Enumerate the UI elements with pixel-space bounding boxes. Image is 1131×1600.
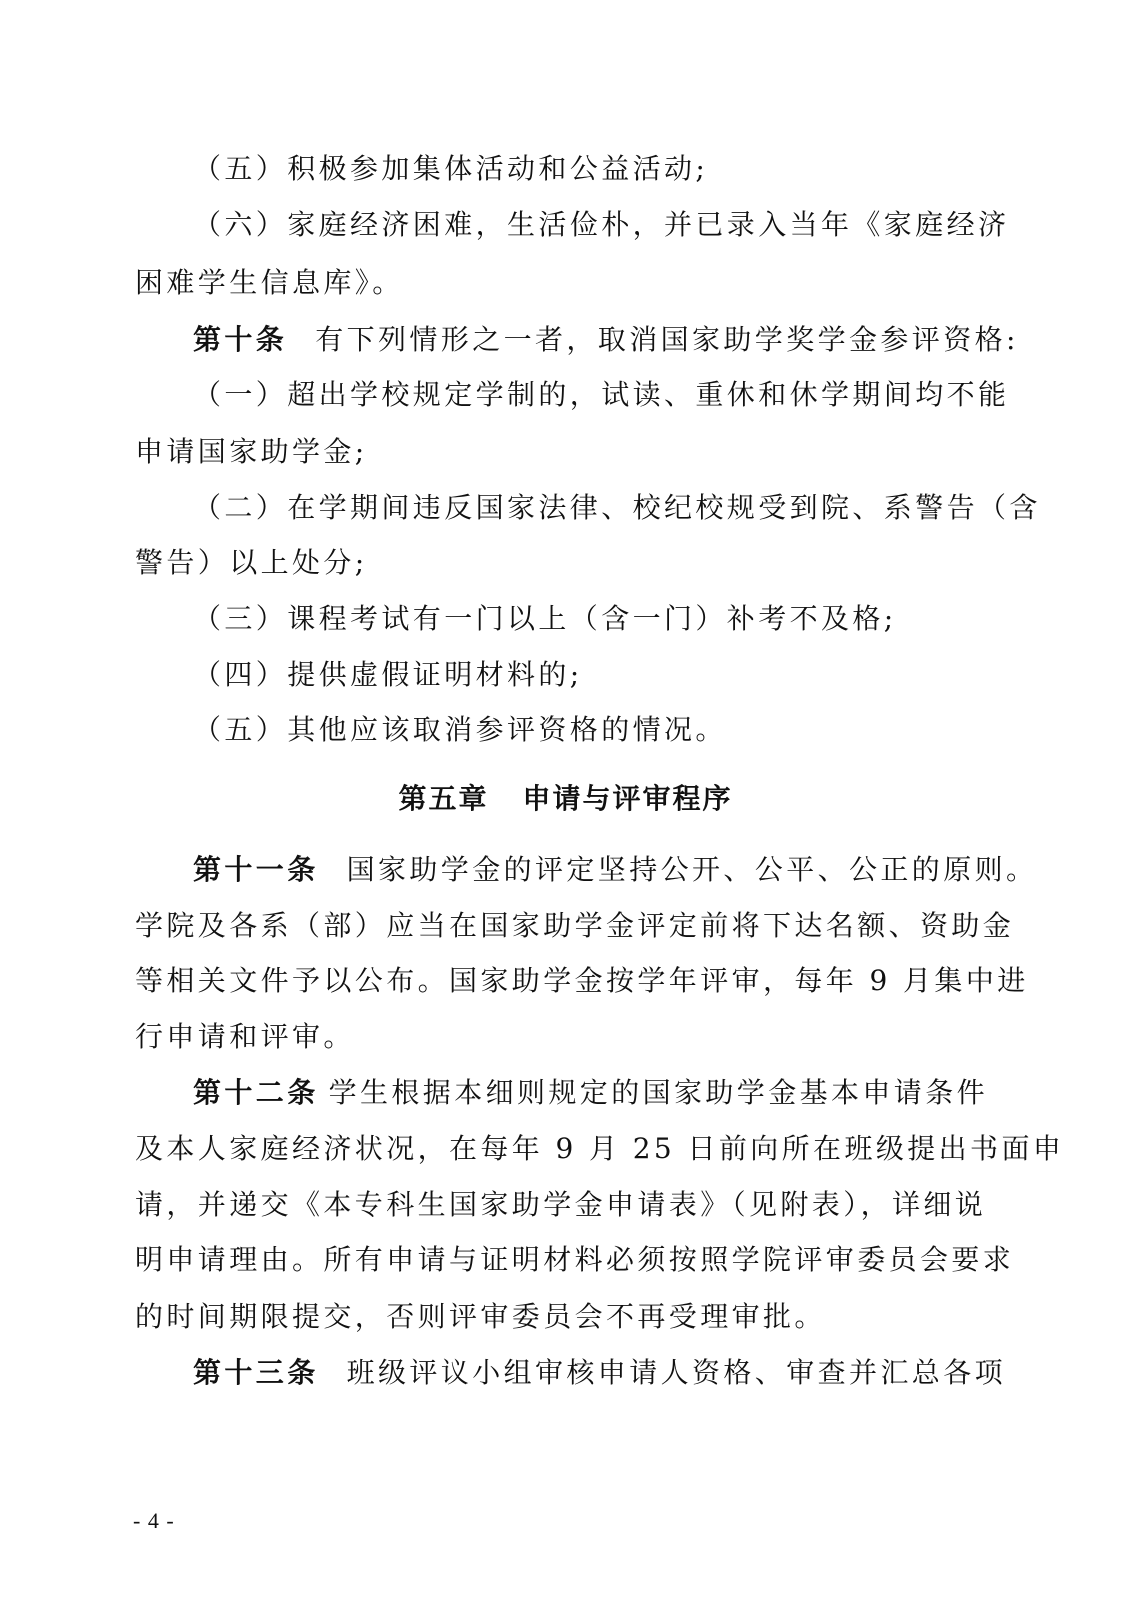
- article-13-line: [193, 1356, 1007, 1390]
- article-12-line: [193, 1076, 995, 1110]
- article-label: 第十二条: [193, 1076, 319, 1109]
- text-line: （一）超出学校规定学制的，试读、重休和休学期间均不能: [193, 378, 1010, 411]
- chapter-number: 第五章: [398, 782, 489, 815]
- article-text: 学生根据本细则规定的国家助学金基本申请条件: [328, 1076, 989, 1109]
- article-label: 第十三条: [193, 1356, 319, 1389]
- text-line: 申请国家助学金;: [135, 435, 368, 468]
- text-line: 学院及各系（部）应当在国家助学金评定前将下达名额、资助金: [135, 909, 1015, 942]
- chapter-title: 申请与评审程序: [522, 782, 733, 815]
- chapter-heading: [0, 782, 1131, 816]
- text-line: 警告）以上处分;: [135, 546, 368, 579]
- article-10-line: [193, 323, 1019, 357]
- article-text: 国家助学金的评定坚持公开、公平、公正的原则。: [346, 853, 1038, 886]
- text-line: （六）家庭经济困难，生活俭朴，并已录入当年《家庭经济: [193, 208, 1010, 241]
- article-11-line: [193, 853, 1038, 887]
- article-label: 第十条: [193, 323, 288, 356]
- text-line: （四）提供虚假证明材料的;: [193, 658, 583, 691]
- text-line: 困难学生信息库》。: [135, 266, 404, 299]
- text-line: （三）课程考试有一门以上（含一门）补考不及格;: [193, 602, 897, 635]
- text-line: 等相关文件予以公布。国家助学金按学年评审，每年 9 月集中进: [135, 964, 1029, 997]
- text-line: 明申请理由。所有申请与证明材料必须按照学院评审委员会要求: [135, 1243, 1015, 1276]
- article-text: 班级评议小组审核申请人资格、审查并汇总各项: [346, 1356, 1007, 1389]
- text-line: 的时间期限提交，否则评审委员会不再受理审批。: [135, 1300, 826, 1333]
- text-line: 行申请和评审。: [135, 1020, 355, 1053]
- article-text: 有下列情形之一者，取消国家助学奖学金参评资格:: [315, 323, 1019, 356]
- text-line: （五）其他应该取消参评资格的情况。: [193, 713, 727, 746]
- page-number: - 4 -: [133, 1508, 175, 1533]
- text-line: （二）在学期间违反国家法律、校纪校规受到院、系警告（含: [193, 491, 1041, 524]
- text-line: （五）积极参加集体活动和公益活动;: [193, 152, 709, 185]
- text-line: 及本人家庭经济状况，在每年 9 月 25 日前向所在班级提出书面申: [135, 1132, 1065, 1165]
- text-line: 请，并递交《本专科生国家助学金申请表》（见附表），详细说: [135, 1188, 987, 1221]
- article-label: 第十一条: [193, 853, 319, 886]
